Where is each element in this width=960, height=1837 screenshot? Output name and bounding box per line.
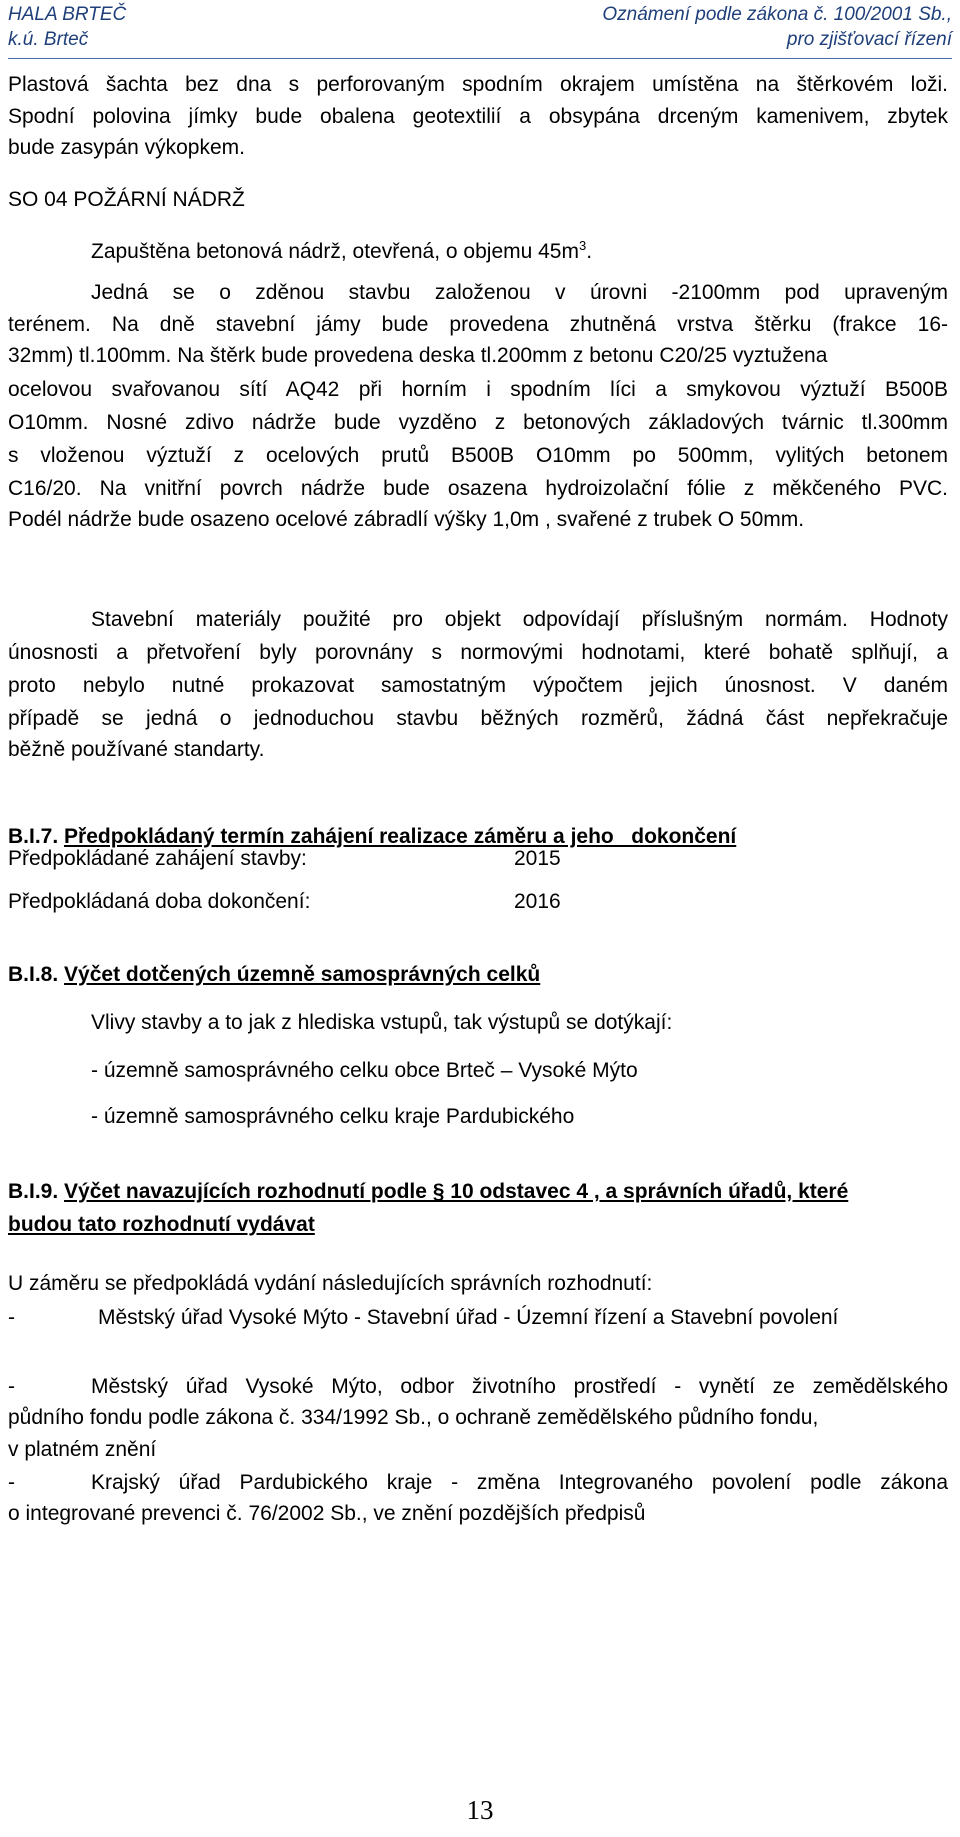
- header-cadastral-area: k.ú. Brteč: [8, 29, 89, 50]
- b18-heading: [8, 961, 540, 989]
- materials-line: běžně používané standarty.: [8, 738, 265, 761]
- intro-line-2: Spodní polovina jímky bude obalena geotextilií a obsypána drceným kamenivem, zbytek: [8, 105, 948, 128]
- page-header: [8, 0, 952, 59]
- materials-line: případě se jedná o jednoduchou stavbu běžných rozměrů, žádná část nepřekračuje: [8, 707, 948, 730]
- materials-line: Stavební materiály použité pro objekt odpovídají příslušným normám. Hodnoty: [91, 608, 948, 631]
- b17-end-value: 2016: [514, 890, 561, 913]
- b19-item-2-line-1: Městský úřad Vysoké Mýto, odbor životního prostředí - vynětí ze zemědělského: [91, 1375, 948, 1398]
- so04-heading: SO 04 POŽÁRNÍ NÁDRŽ: [8, 188, 245, 211]
- b18-intro: Vlivy stavby a to jak z hlediska vstupů, tak výstupů se dotýkají:: [91, 1011, 673, 1034]
- b19-title-line-1: Výčet navazujících rozhodnutí podle § 10 odstavec 4 , a správních úřadů, které: [64, 1180, 849, 1203]
- b19-heading-line-1: [8, 1178, 848, 1206]
- intro-line-1: Plastová šachta bez dna s perforovaným spodním okrajem umístěna na štěrkovém loži.: [8, 73, 948, 96]
- header-project-name: HALA BRTEČ: [8, 4, 127, 25]
- so04-text-line: C16/20. Na vnitřní povrch nádrže bude osazena hydroizolační fólie z měkčeného PVC.: [8, 477, 948, 500]
- b19-item-1-dash: -: [8, 1306, 15, 1329]
- so04-text-line: ocelovou svařovanou sítí AQ42 při horním i spodním líci a smykovou výztuží B500B: [8, 378, 948, 401]
- b17-start-value: 2015: [514, 847, 561, 870]
- b19-item-3-line-2: o integrované prevenci č. 76/2002 Sb., ve znění pozdějších předpisů: [8, 1502, 646, 1525]
- b17-start-label: Předpokládané zahájení stavby:: [8, 847, 307, 870]
- b19-heading-line-2: [8, 1211, 315, 1239]
- b19-item-2-dash: -: [8, 1375, 15, 1398]
- b19-title-line-2: budou tato rozhodnutí vydávat: [8, 1213, 315, 1236]
- b19-item-3-dash: -: [8, 1471, 15, 1494]
- b18-list-item: - územně samosprávného celku kraje Pardubického: [91, 1105, 575, 1128]
- page-number: 13: [466, 1795, 494, 1825]
- header-right: [602, 2, 952, 52]
- b17-title: Předpokládaný termín zahájení realizace záměru a jeho dokončení: [64, 825, 737, 848]
- b19-item-2-line-3: v platném znění: [8, 1438, 157, 1461]
- b19-number: B.I.9.: [8, 1180, 59, 1203]
- materials-line: proto nebylo nutné prokazovat samostatným výpočtem jejich únosnost. V daném: [8, 674, 948, 697]
- header-left: [8, 2, 126, 52]
- so04-volume-line: Zapuštěna betonová nádrž, otevřená, o objemu $45m^3$.: [91, 238, 593, 263]
- so04-text-line: O10mm. Nosné zdivo nádrže bude vyzděno z betonových základových tvárnic tl.300mm: [8, 411, 948, 434]
- so04-text-line: terénem. Na dně stavební jámy bude provedena zhutněná vrstva štěrku (frakce 16-: [8, 313, 948, 336]
- so04-text-line: 32mm) tl.100mm. Na štěrk bude provedena deska tl.200mm z betonu C20/25 vyztužena: [8, 344, 828, 367]
- materials-line: únosnosti a přetvoření byly porovnány s normovými hodnotami, které bohatě splňují, a: [8, 641, 948, 664]
- b17-end-label: Předpokládaná doba dokončení:: [8, 890, 311, 913]
- intro-line-3: bude zasypán výkopkem.: [8, 136, 245, 159]
- so04-text-line: Podél nádrže bude osazeno ocelové zábradlí výšky 1,0m , svařené z trubek O 50mm.: [8, 508, 805, 531]
- b18-title: Výčet dotčených územně samosprávných celků: [64, 963, 541, 986]
- so04-text-line: s vloženou výztuží z ocelových prutů B500B O10mm po 500mm, vylitých betonem: [8, 444, 948, 467]
- b18-number: B.I.8.: [8, 963, 59, 986]
- b19-item-1-text: Městský úřad Vysoké Mýto - Stavební úřad - Územní řízení a Stavební povolení: [98, 1306, 839, 1329]
- b18-list-item: - územně samosprávného celku obce Brteč – Vysoké Mýto: [91, 1059, 638, 1082]
- so04-text-line: Jedná se o zděnou stavbu založenou v úrovni -2100mm pod upraveným: [91, 281, 948, 304]
- b19-intro: U záměru se předpokládá vydání následujících správních rozhodnutí:: [8, 1272, 653, 1295]
- b19-item-2-line-2: půdního fondu podle zákona č. 334/1992 Sb., o ochraně zemědělského půdního fondu,: [8, 1406, 819, 1429]
- b17-number: B.I.7.: [8, 825, 59, 848]
- header-law-reference: Oznámení podle zákona č. 100/2001 Sb.,: [602, 4, 952, 25]
- b19-item-3-line-1: Krajský úřad Pardubického kraje - změna Integrovaného povolení podle zákona: [91, 1471, 948, 1494]
- header-procedure: pro zjišťovací řízení: [786, 29, 952, 50]
